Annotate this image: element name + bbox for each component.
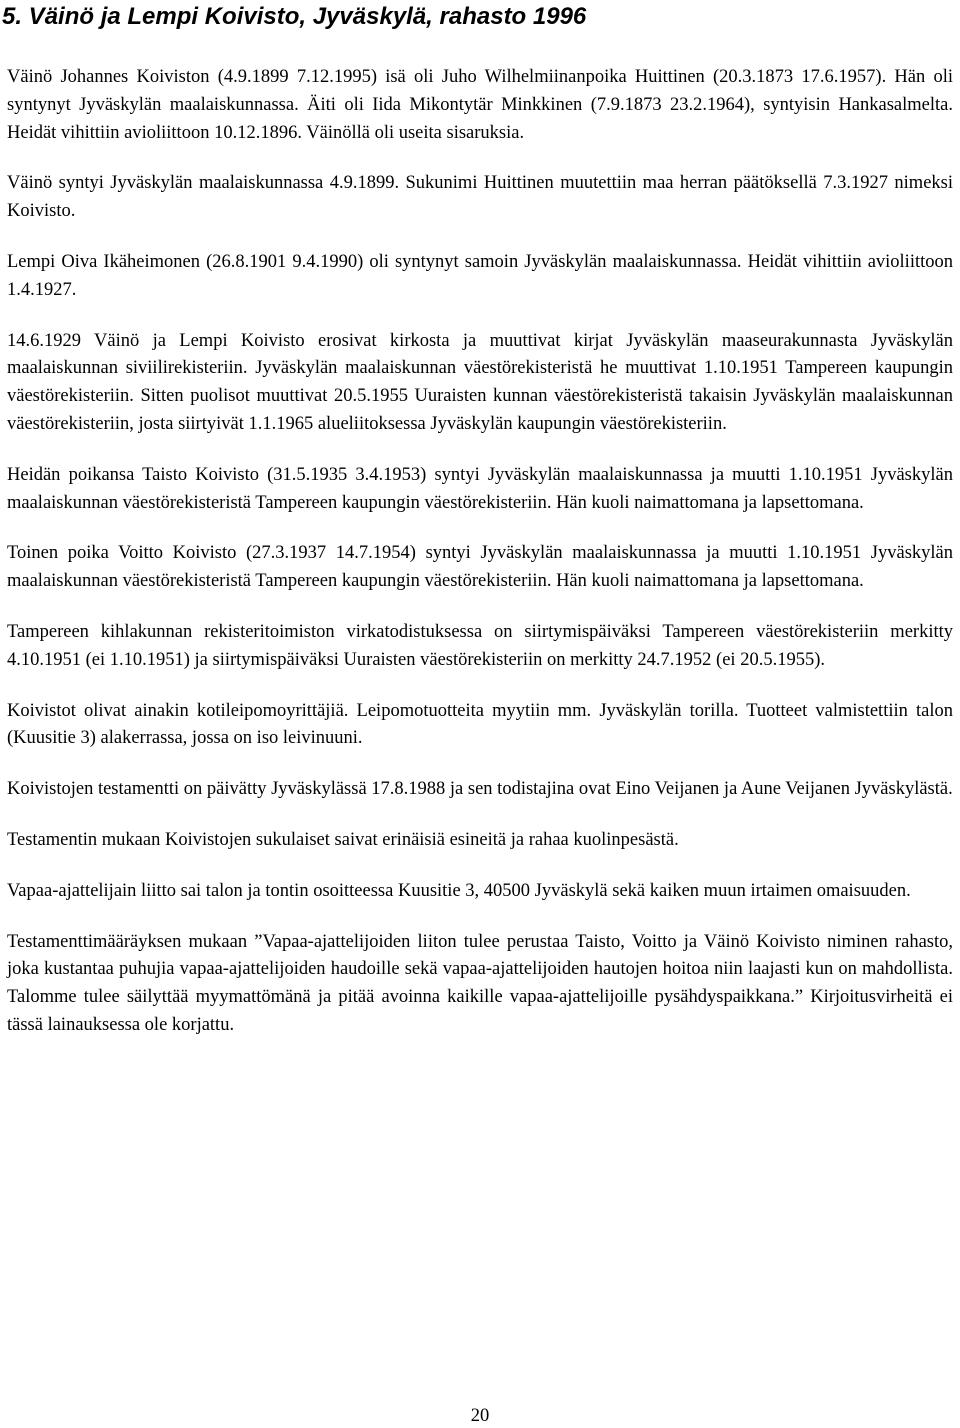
- paragraph-lempi: Lempi Oiva Ikäheimonen (26.8.1901 9.4.1990) oli syntynyt samoin Jyväskylän maalaiskunnassa. Heidät vihittiin avioliittoon 1.4.1927.: [7, 251, 953, 300]
- paragraph-property: Vapaa-ajattelijain liitto sai talon ja tontin osoitteessa Kuusitie 3, 40500 Jyväskylä sekä kaiken muun irtaimen omaisuuden.: [7, 880, 911, 901]
- paragraph-taisto: Heidän poikansa Taisto Koivisto (31.5.1935 3.4.1953) syntyi Jyväskylän maalaiskunnassa ja muutti 1.10.1951 Jyväskylän maalaiskunnan väestörekisteristä Tampereen kaupungin väestörekisteriin. Hän kuoli naimattomana ja lapsettomana.: [7, 464, 953, 513]
- document-page: [2, 0, 953, 1063]
- paragraph-testament-date: Koivistojen testamentti on päivätty Jyväskylässä 17.8.1988 ja sen todistajina ovat Eino Veijanen ja Aune Veijanen Jyväskylästä.: [7, 779, 953, 800]
- paragraph-inheritance: Testamentin mukaan Koivistojen sukulaiset saivat erinäisiä esineitä ja rahaa kuolinpesästä.: [7, 829, 679, 850]
- paragraph-church-registry: 14.6.1929 Väinö ja Lempi Koivisto erosivat kirkosta ja muuttivat kirjat Jyväskylän maaseurakunnasta Jyväskylän maalaiskunnan siviilirekisteriin. Jyväskylän maalaiskunnan väestörekisteristä he muuttivat 1.10.1951 Tampereen kaupungin väestörekisteriin. Sitten puolisot muuttivat 20.5.1955 Uuraisten kunnan väestörekisteristä takaisin Jyväskylän maalaiskunnan väestörekisteriin, josta siirtyivät 1.1.1965 alueliitoksessa Jyväskylän kaupungin väestörekisteriin.: [7, 330, 953, 434]
- paragraph-vaino-birth: Väinö syntyi Jyväskylän maalaiskunnassa 4.9.1899. Sukunimi Huittinen muutettiin maa herran päätöksellä 7.3.1927 nimeksi Koivisto.: [7, 173, 953, 222]
- paragraph-registry-note: Tampereen kihlakunnan rekisteritoimiston virkatodistuksessa on siirtymispäiväksi Tampereen väestörekisteriin merkitty 4.10.1951 (ei 1.10.1951) ja siirtymispäiväksi Uuraisten väestörekisteriin on merkitty 24.7.1952 (ei 20.5.1955).: [7, 621, 953, 670]
- paragraph-voitto: Toinen poika Voitto Koivisto (27.3.1937 14.7.1954) syntyi Jyväskylän maalaiskunnassa ja muutti 1.10.1951 Jyväskylän maalaiskunnan väestörekisteristä Tampereen kaupungin väestörekisteriin. Hän kuoli naimattomana ja lapsettomana.: [7, 543, 953, 592]
- paragraph-bakery: Koivistot olivat ainakin kotileipomoyrittäjiä. Leipomotuotteita myytiin mm. Jyväskylän torilla. Tuotteet valmistettiin talon (Kuusitie 3) alakerrassa, jossa on iso leivinuuni.: [7, 700, 953, 749]
- section-heading: 5. Väinö ja Lempi Koivisto, Jyväskylä, rahasto 1996: [2, 3, 587, 30]
- document-body: [7, 64, 953, 1040]
- paragraph-testament-quote: Testamenttimääräyksen mukaan ”Vapaa-ajattelijoiden liiton tulee perustaa Taisto, Voitto ja Väinö Koivisto niminen rahasto, joka kustantaa puhujia vapaa-ajattelijoiden haudoille sekä vapaa-ajattelijoiden hautojen hoitoa niin laajasti kun on mahdollista. Talomme tulee säilyttää myymattömänä ja pitää avoinna kaikille vapaa-ajattelijoille pysähdyspaikkana.” Kirjoitusvirheitä ei tässä lainauksessa ole korjattu.: [7, 931, 953, 1035]
- paragraph-parents: Väinö Johannes Koiviston (4.9.1899 7.12.1995) isä oli Juho Wilhelmiinanpoika Huittinen (20.3.1873 17.6.1957). Hän oli syntynyt Jyväskylän maalaiskunnassa. Äiti oli Iida Mikontytär Minkkinen (7.9.1873 23.2.1964), syntyisin Hankasalmelta. Heidät vihittiin avioliittoon 10.12.1896. Väinöllä oli useita sisaruksia.: [7, 67, 953, 143]
- page-number: 20: [470, 1406, 490, 1426]
